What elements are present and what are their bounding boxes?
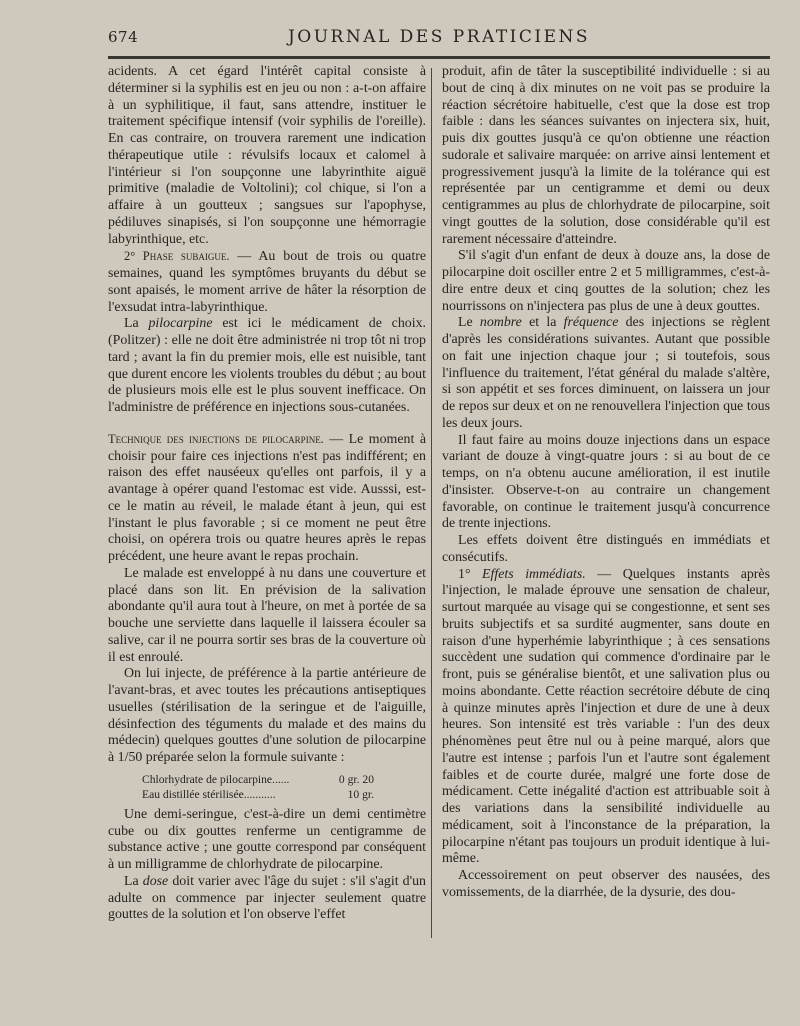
section-heading: 2° Phase subaigue. — [124, 249, 230, 264]
paragraph: Les effets doivent être distingués en immédiats et consécutifs. — [442, 533, 770, 565]
left-column — [108, 64, 426, 1024]
paragraph: produit, afin de tâter la susceptibilité individuelle : si au bout de cinq à dix minutes on ne voit pas se produire la réaction sécrétoire habituelle, c'est que la dose est trop faible : dans les séances suivantes on injectera six, huit, puis dix gouttes jusqu'à ce qu'on obtienne une réaction sudorale et salivaire marquée: on arrive ainsi lentement et progressivement jusqu'à la limite de la tolérance qui est représentée par un centigramme et demi ou deux centigrammes au plus de chlorhydrate de pilocarpine, soit vingt gouttes de la solution, dose considérable qu'il est rarement nécessaire d'atteindre. — [442, 64, 770, 247]
column-divider — [431, 68, 432, 938]
section-heading: Technique des injections de pilocarpine. — [108, 431, 324, 446]
emphasis: pilocarpine — [148, 316, 213, 332]
paragraph: S'il s'agit d'un enfant de deux à douze ans, la dose de pilocarpine doit osciller entre 2 et 5 milligrammes, c'est-à-dire entre deux et cinq gouttes de la solution; chez les nourrissons on n'injectera pas plus de une à deux gouttes. — [442, 248, 770, 314]
paragraph: Il faut faire au moins douze injections dans un espace variant de douze à vingt-quatre jours : si au bout de ce temps, on n'a obtenu aucune amélioration, il est inutile d'insister. Observe-t-on au contraire un changement favorable, on continue le traitement jusqu'à concurrence de trente injections. — [442, 432, 770, 532]
paragraph: Une demi-seringue, c'est-à-dire un demi centimètre cube ou dix gouttes renferme un centigramme de substance active ; une goutte correspond par conséquent à un milligramme de chlorhydrate de pilocarpine. — [108, 806, 426, 872]
paragraph: Technique des injections de pilocarpine. — Le moment à choisir pour faire ces injections n'est pas indifférent; en raison des effet nauséeux qu'elles ont parfois, il y a avantage à opérer quand l'estomac est vide. Ausssi, est-ce le matin au réveil, le malade étant à jeun, qui est l'instant le plus favorable ; si ce moment ne peut être choisi, on opérera trois ou quatre heures après le repas précédent, une heure avant le repas prochain. — [108, 431, 426, 564]
paragraph: Le nombre et la fréquence des injections se règlent d'après les considérations suivantes. Autant que possible on fait une injection chaque jour ; si toutefois, sous l'influence du traitement, l'état général du malade s'altère, si son appétit et ses forces diminuent, on laissera un jour de repos sur deux et on ne renouvellera l'injection que tous les deux jours. — [442, 315, 770, 431]
journal-title: JOURNAL DES PRATICIENS — [287, 27, 591, 47]
emphasis: nombre — [479, 315, 522, 331]
emphasis: Effets immédiats. — [482, 566, 586, 582]
paragraph: On lui injecte, de préférence à la partie antérieure de l'avant-bras, et avec toutes les précautions antiseptiques usuelles (stérilisation de la seringue et de l'aiguille, désinfection des téguments du malade et des mains du médecin) quelques gouttes d'une solution de pilocarpine à 1/50 préparée selon la formule suivante : — [108, 666, 426, 765]
formula-row: Eau distillée stérilisée........... 10 gr. — [142, 787, 374, 801]
paragraph: La dose doit varier avec l'âge du sujet : s'il s'agit d'un adulte on commence par injecter seulement quatre gouttes de la solution et l'on observe l'effet — [108, 873, 426, 923]
right-column — [442, 64, 770, 1024]
paragraph: 2° Phase subaigue. — Au bout de trois ou quatre semaines, quand les symptômes bruyants du début se sont apaisés, le moment arrive de hâter la résorption de l'exsudat intra-labyrinthique. — [108, 249, 426, 315]
formula — [142, 772, 426, 802]
paragraph: 1° Effets immédiats. — Quelques instants après l'injection, le malade éprouve une sensation de chaleur, surtout marquée au visage qui se congestionne, et sent ses bruits subjectifs et sa surdité augmenter, sans doute en raison d'une hyperhémie labyrinthique ; à ces sensations succèdent une sudation qui commence d'ordinaire par le front, puis se généralise bientôt, et une salivation plus ou moins abondante. Cette réaction secrétoire débute de cinq à quinze minutes après l'injection et dure de une à deux heures. Son intensité est très variable : l'un des deux phénomènes peut être nul ou à peine marqué, alors que l'autre est intense ; parfois l'un et l'autre sont également faibles et de courte durée, malgré une forte dose de médicament. Cette inégalité d'action est attribuable soit à des variations dans la sensibilité individuelle au médicament, soit à l'inconstance de la préparation, la pilocarpine n'étant pas toujours un produit identique à lui-même. — [442, 566, 770, 867]
page-number: 674 — [108, 28, 139, 46]
header-rule — [108, 56, 770, 59]
emphasis: dose — [142, 873, 169, 889]
paragraph: acidents. A cet égard l'intérêt capital consiste à déterminer si la syphilis est en jeu ou non : a-t-on affaire à un syphilitique, il faut, sans attendre, instituer le traitement spécifique intensif (voir syphilis de l'oreille). En cas contraire, on trouvera rarement une indication thérapeutique utile : révulsifs locaux et calomel à l'intérieur si l'on soupçonne une labyrinthite aiguë primitive (maladie de Voltolini); col chique, si l'on a affaire à un goutteux ; sangsues sur l'apophyse, pédiluves sinapisés, si l'on soupçonne une hémorragie labyrinthique, etc. — [108, 64, 426, 247]
emphasis: fréquence — [563, 315, 619, 331]
paragraph: La pilocarpine est ici le médicament de choix. (Politzer) : elle ne doit être administrée ni trop tôt ni trop tard ; avant la fin du premier mois, elle est nuisible, tant que durent encore les violents troubles du début ; au bout de plusieurs mois elle est le plus souvent inefficace. On l'administre de préférence en injections sous-cutanées. — [108, 316, 426, 415]
running-header — [108, 24, 770, 50]
formula-row: Chlorhydrate de pilocarpine...... 0 gr. 20 — [142, 772, 374, 786]
paragraph: Le malade est enveloppé à nu dans une couverture et placé dans son lit. En prévision de la salivation abondante qu'il aura tout à l'heure, on met à portée de sa bouche une serviette dans laquelle il laissera écouler sa salive, car il ne pourra sortir ses bras de la couverture où il est enroulé. — [108, 565, 426, 665]
paragraph: Accessoirement on peut observer des nausées, des vomissements, de la diarrhée, de la dysurie, des dou- — [442, 868, 770, 900]
